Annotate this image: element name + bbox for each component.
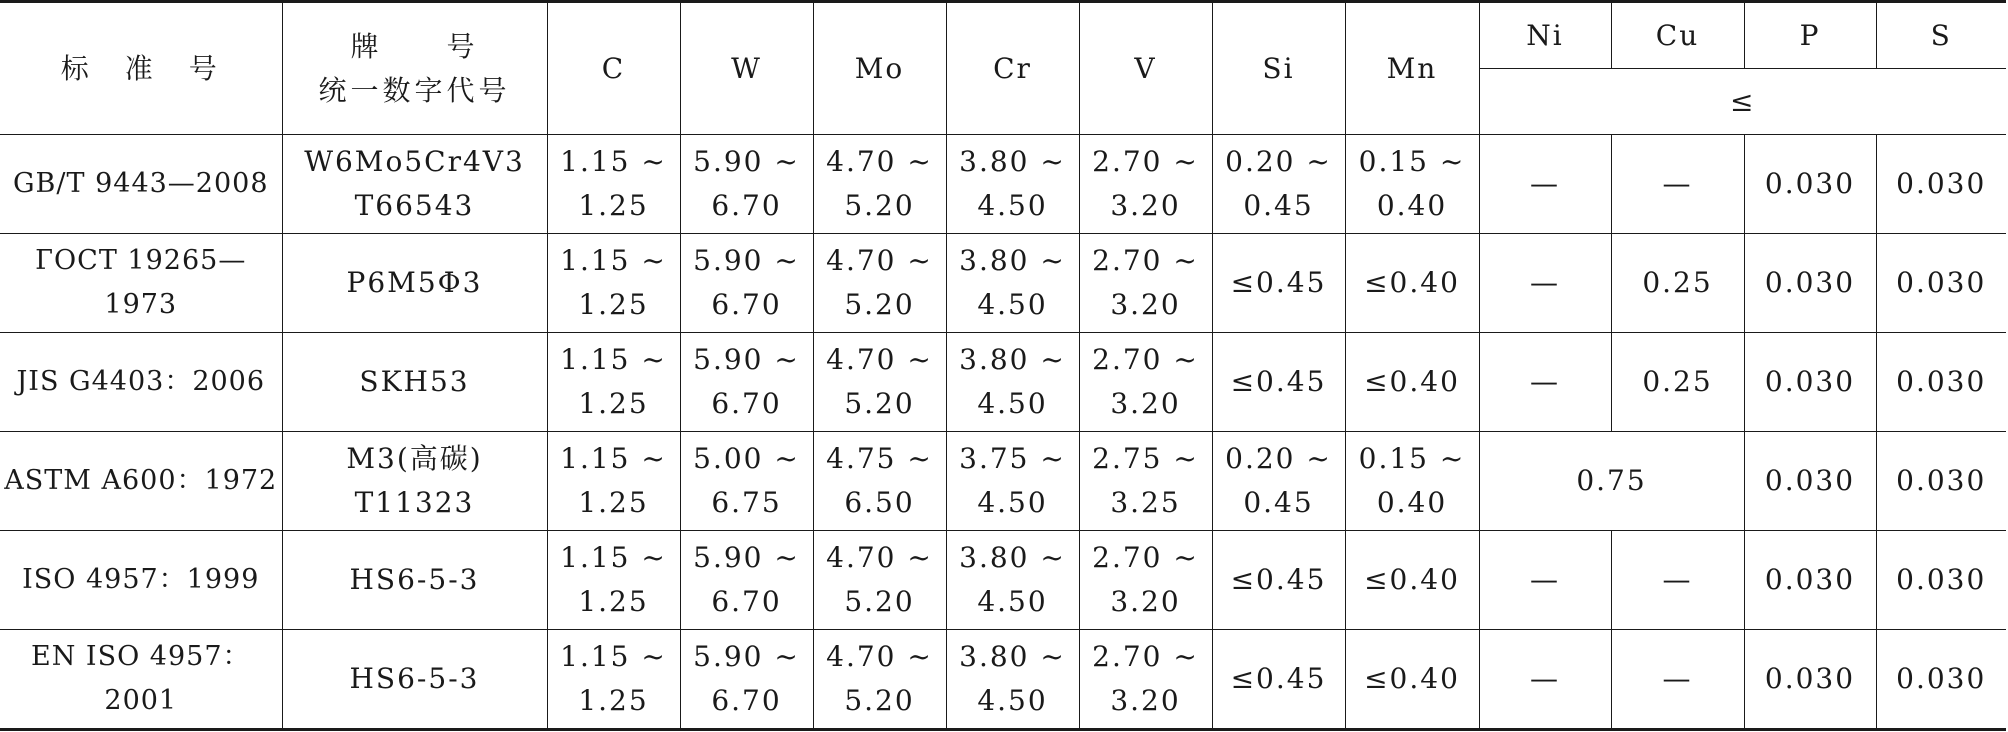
cell-value-line: 3.20 [1110, 288, 1181, 321]
cell-grade-line: HS6-5-3 [349, 662, 480, 695]
cell-value-line: 4.50 [977, 288, 1048, 321]
cell-value-line: 4.50 [977, 684, 1048, 717]
cell-s: 0.030 [1876, 630, 2006, 730]
cell-mo [813, 234, 946, 333]
cell-grade [282, 531, 547, 630]
cell-value-line: 4.70 ~ [826, 640, 933, 673]
cell-value-line: 5.90 ~ [693, 145, 800, 178]
header-max-symbol: ≤ [1479, 69, 2006, 135]
cell-value-line: 2.70 ~ [1092, 343, 1199, 376]
cell-ni: — [1479, 333, 1611, 432]
cell-value-line: 1.25 [578, 288, 649, 321]
header-element-si: Si [1212, 2, 1345, 135]
cell-ni-cu-combined: 0.75 [1479, 432, 1744, 531]
cell-value-line: 3.25 [1110, 486, 1181, 519]
cell-value-line: 3.75 ~ [959, 442, 1066, 475]
cell-value-line: 1.25 [578, 486, 649, 519]
cell-p: 0.030 [1744, 531, 1876, 630]
header-standard: 标 准 号 [0, 2, 282, 135]
header-element-mo: Mo [813, 2, 946, 135]
cell-value-line: 5.20 [844, 585, 915, 618]
cell-value-line: 4.70 ~ [826, 244, 933, 277]
cell-mo [813, 630, 946, 730]
cell-value-line: 3.20 [1110, 585, 1181, 618]
cell-si: ≤0.45 [1212, 630, 1345, 730]
table-header [0, 2, 2006, 135]
cell-mn [1345, 432, 1479, 531]
cell-si: ≤0.45 [1212, 333, 1345, 432]
cell-p: 0.030 [1744, 432, 1876, 531]
cell-value-line: 5.20 [844, 387, 915, 420]
cell-c [547, 531, 680, 630]
header-element-cr: Cr [946, 2, 1079, 135]
cell-value-line: 5.90 ~ [693, 244, 800, 277]
cell-value-line: 6.70 [711, 189, 782, 222]
header-element-ni: Ni [1479, 2, 1611, 69]
cell-grade-line: SKH53 [359, 365, 470, 398]
cell-v [1079, 135, 1212, 234]
cell-value-line: 3.80 ~ [959, 145, 1066, 178]
cell-s: 0.030 [1876, 333, 2006, 432]
cell-value-line: 2.70 ~ [1092, 541, 1199, 574]
cell-value-line: 6.70 [711, 585, 782, 618]
cell-mn [1345, 135, 1479, 234]
cell-standard: JIS G4403：2006 [0, 333, 282, 432]
cell-grade [282, 432, 547, 531]
header-element-c: C [547, 2, 680, 135]
cell-mo [813, 432, 946, 531]
cell-mn: ≤0.40 [1345, 531, 1479, 630]
cell-cu: — [1611, 135, 1744, 234]
cell-s: 0.030 [1876, 234, 2006, 333]
header-element-s: S [1876, 2, 2006, 69]
cell-value-line: 0.45 [1243, 189, 1314, 222]
cell-s: 0.030 [1876, 135, 2006, 234]
cell-cu: 0.25 [1611, 234, 1744, 333]
cell-value-line: 1.25 [578, 684, 649, 717]
cell-w [680, 531, 813, 630]
cell-value-line: 6.50 [844, 486, 915, 519]
header-element-cu: Cu [1611, 2, 1744, 69]
cell-value-line: 5.90 ~ [693, 343, 800, 376]
table-row [0, 432, 2006, 531]
cell-value-line: 0.20 ~ [1225, 145, 1332, 178]
cell-value-line: 1.25 [578, 585, 649, 618]
cell-value-line: 4.70 ~ [826, 145, 933, 178]
cell-value-line: 3.20 [1110, 684, 1181, 717]
cell-value-line: 0.15 ~ [1358, 145, 1466, 178]
cell-value-line: 6.70 [711, 288, 782, 321]
cell-value-line: 6.70 [711, 684, 782, 717]
cell-value-line: 5.20 [844, 288, 915, 321]
cell-value-line: 5.00 ~ [693, 442, 800, 475]
cell-value-line: 4.70 ~ [826, 541, 933, 574]
table-row [0, 630, 2006, 730]
cell-cr [946, 333, 1079, 432]
cell-p: 0.030 [1744, 234, 1876, 333]
cell-value-line: 1.15 ~ [560, 145, 667, 178]
cell-standard: GB/T 9443—2008 [0, 135, 282, 234]
cell-w [680, 234, 813, 333]
cell-w [680, 630, 813, 730]
cell-value-line: 1.15 ~ [560, 343, 667, 376]
cell-value-line: 1.25 [578, 387, 649, 420]
cell-value-line: 4.75 ~ [826, 442, 933, 475]
cell-w [680, 135, 813, 234]
cell-ni: — [1479, 531, 1611, 630]
cell-value-line: 2.70 ~ [1092, 244, 1199, 277]
cell-value-line: 0.40 [1376, 486, 1448, 519]
table-row [0, 531, 2006, 630]
cell-ni: — [1479, 234, 1611, 333]
header-element-p: P [1744, 2, 1876, 69]
cell-si [1212, 135, 1345, 234]
cell-cu: — [1611, 630, 1744, 730]
cell-c [547, 333, 680, 432]
cell-si [1212, 432, 1345, 531]
cell-value-line: 5.90 ~ [693, 541, 800, 574]
cell-cu: 0.25 [1611, 333, 1744, 432]
cell-value-line: 1.15 ~ [560, 442, 667, 475]
cell-mo [813, 333, 946, 432]
table-row [0, 234, 2006, 333]
cell-value-line: 0.15 ~ [1358, 442, 1466, 475]
cell-value-line: 4.50 [977, 486, 1048, 519]
cell-si: ≤0.45 [1212, 234, 1345, 333]
cell-mn: ≤0.40 [1345, 333, 1479, 432]
header-grade-line2: 统一数字代号 [318, 73, 511, 107]
cell-value-line: 5.20 [844, 684, 915, 717]
cell-p: 0.030 [1744, 630, 1876, 730]
cell-value-line: 6.75 [711, 486, 782, 519]
cell-value-line: 3.20 [1110, 387, 1181, 420]
cell-cr [946, 135, 1079, 234]
cell-grade-line: M3(高碳) [346, 442, 483, 475]
table-body [0, 135, 2006, 730]
header-grade [282, 2, 547, 135]
cell-v [1079, 630, 1212, 730]
cell-standard: EN ISO 4957：2001 [0, 630, 282, 730]
cell-value-line: 2.70 ~ [1092, 145, 1199, 178]
cell-ni: — [1479, 135, 1611, 234]
cell-value-line: 5.90 ~ [693, 640, 800, 673]
cell-v [1079, 432, 1212, 531]
cell-w [680, 432, 813, 531]
cell-cr [946, 234, 1079, 333]
cell-p: 0.030 [1744, 333, 1876, 432]
cell-w [680, 333, 813, 432]
cell-value-line: 1.15 ~ [560, 541, 667, 574]
cell-grade [282, 333, 547, 432]
cell-s: 0.030 [1876, 531, 2006, 630]
cell-ni: — [1479, 630, 1611, 730]
cell-mn: ≤0.40 [1345, 630, 1479, 730]
cell-mo [813, 531, 946, 630]
cell-value-line: 1.25 [578, 189, 649, 222]
cell-grade [282, 234, 547, 333]
cell-grade-line: W6Mo5Cr4V3 [304, 145, 525, 178]
cell-value-line: 3.80 ~ [959, 541, 1066, 574]
cell-value-line: 4.50 [977, 387, 1048, 420]
cell-p: 0.030 [1744, 135, 1876, 234]
cell-c [547, 630, 680, 730]
cell-c [547, 234, 680, 333]
header-element-mn: Mn [1345, 2, 1479, 135]
cell-grade-line: T11323 [354, 486, 475, 519]
table-row [0, 135, 2006, 234]
table-row [0, 333, 2006, 432]
cell-value-line: 3.80 ~ [959, 640, 1066, 673]
cell-cr [946, 630, 1079, 730]
cell-c [547, 432, 680, 531]
cell-standard: ГОСТ 19265—1973 [0, 234, 282, 333]
cell-cr [946, 432, 1079, 531]
cell-value-line: 4.50 [977, 189, 1048, 222]
cell-grade [282, 630, 547, 730]
cell-s: 0.030 [1876, 432, 2006, 531]
cell-mo [813, 135, 946, 234]
cell-si: ≤0.45 [1212, 531, 1345, 630]
cell-value-line: 5.20 [844, 189, 915, 222]
cell-v [1079, 234, 1212, 333]
cell-c [547, 135, 680, 234]
cell-value-line: 6.70 [711, 387, 782, 420]
header-element-w: W [680, 2, 813, 135]
cell-value-line: 1.15 ~ [560, 640, 667, 673]
cell-value-line: 3.80 ~ [959, 244, 1066, 277]
cell-value-line: 3.80 ~ [959, 343, 1066, 376]
cell-value-line: 2.75 ~ [1092, 442, 1199, 475]
cell-value-line: 3.20 [1110, 189, 1181, 222]
cell-mn: ≤0.40 [1345, 234, 1479, 333]
header-grade-line1: 牌 号 [350, 29, 479, 63]
cell-value-line: 0.20 ~ [1225, 442, 1332, 475]
cell-grade-line: HS6-5-3 [349, 563, 480, 596]
cell-grade-line: T66543 [354, 189, 475, 222]
cell-v [1079, 333, 1212, 432]
cell-value-line: 1.15 ~ [560, 244, 667, 277]
cell-v [1079, 531, 1212, 630]
cell-value-line: 4.50 [977, 585, 1048, 618]
cell-standard: ASTM A600：1972 [0, 432, 282, 531]
cell-value-line: 4.70 ~ [826, 343, 933, 376]
cell-cr [946, 531, 1079, 630]
cell-cu: — [1611, 531, 1744, 630]
cell-value-line: 2.70 ~ [1092, 640, 1199, 673]
cell-value-line: 0.45 [1243, 486, 1314, 519]
header-element-v: V [1079, 2, 1212, 135]
cell-grade [282, 135, 547, 234]
cell-value-line: 0.40 [1376, 189, 1448, 222]
cell-grade-line: P6M5Φ3 [346, 266, 483, 299]
cell-standard: ISO 4957：1999 [0, 531, 282, 630]
